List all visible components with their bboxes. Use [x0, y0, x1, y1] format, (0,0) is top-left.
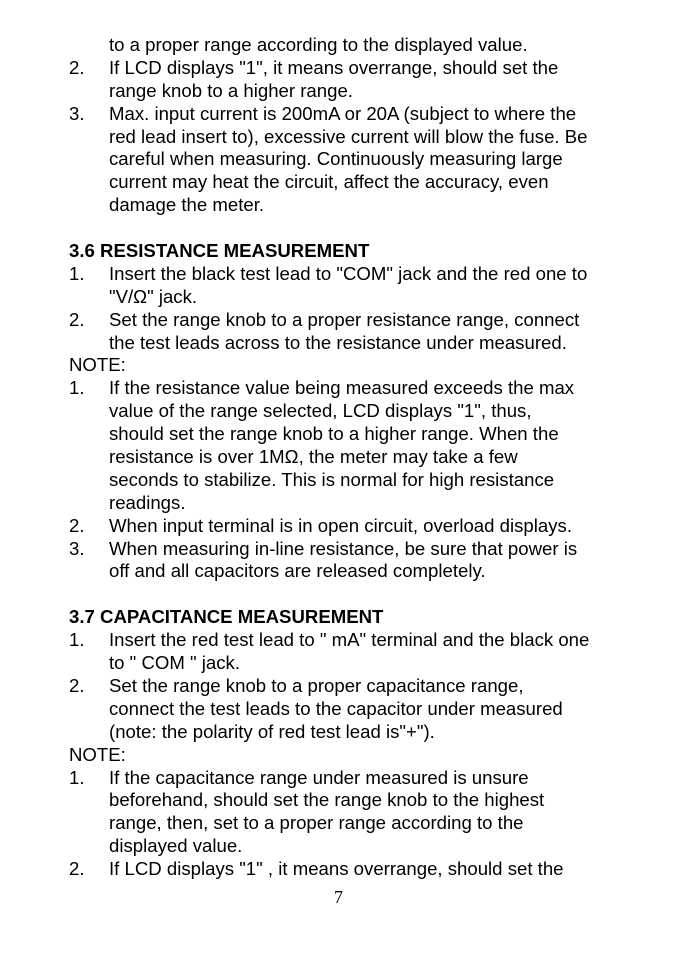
list-item-text: Set the range knob to a proper resistance range, connect	[109, 308, 580, 330]
list-item	[69, 57, 649, 103]
list-item	[69, 103, 649, 217]
note-item-text: resistance is over 1MΩ, the meter may take a few	[109, 446, 518, 468]
paragraph-gap	[69, 583, 649, 606]
list-number: 1.	[69, 766, 85, 788]
list-number: 3.	[69, 537, 85, 559]
manual-page-body	[69, 34, 649, 881]
list-item	[69, 629, 649, 675]
list-item-text: careful when measuring. Continuously measuring large	[109, 148, 563, 170]
note-item-text: beforehand, should set the range knob to the highest	[109, 789, 545, 811]
list-number: 1.	[69, 377, 85, 399]
note-item	[69, 377, 649, 514]
list-item-text: damage the meter.	[109, 194, 265, 216]
list-number: 2.	[69, 308, 85, 330]
paragraph-gap	[69, 217, 649, 240]
note-item-text: readings.	[109, 491, 186, 513]
note-item	[69, 538, 649, 584]
continuation-line: to a proper range according to the displayed value.	[109, 34, 528, 55]
list-number: 2.	[69, 56, 85, 78]
note-label: NOTE:	[69, 743, 126, 765]
list-number: 1.	[69, 262, 85, 284]
note-item-text: If LCD displays "1" , it means overrange, should set the	[109, 858, 564, 880]
section-heading-capacitance: 3.7 CAPACITANCE MEASUREMENT	[69, 606, 384, 628]
note-item	[69, 767, 649, 859]
note-item-text: If the capacitance range under measured is unsure	[109, 766, 529, 788]
list-item-text: Max. input current is 200mA or 20A (subject to where the	[109, 102, 577, 124]
note-item-text: should set the range knob to a higher range. When the	[109, 423, 559, 445]
list-number: 2.	[69, 858, 85, 880]
list-item-text: If LCD displays "1", it means overrange, should set the	[109, 56, 559, 78]
note-item-text: off and all capacitors are released completely.	[109, 560, 486, 582]
list-number: 2.	[69, 674, 85, 696]
list-item-text: connect the test leads to the capacitor under measured	[109, 697, 563, 719]
list-number: 3.	[69, 102, 85, 124]
note-item-text: displayed value.	[109, 835, 243, 857]
section-heading-resistance: 3.6 RESISTANCE MEASUREMENT	[69, 240, 370, 262]
list-item-text: range knob to a higher range.	[109, 79, 353, 101]
list-item-text: red lead insert to), excessive current will blow the fuse. Be	[109, 125, 588, 147]
note-item-text: range, then, set to a proper range according to the	[109, 812, 524, 834]
list-item-text: the test leads across to the resistance under measured.	[109, 331, 567, 353]
note-item-text: value of the range selected, LCD displays "1", thus,	[109, 400, 532, 422]
note-item-text: When measuring in-line resistance, be sure that power is	[109, 537, 578, 559]
list-item-text: "V/Ω" jack.	[109, 285, 198, 307]
note-item-text: If the resistance value being measured exceeds the max	[109, 377, 575, 399]
page-number: 7	[334, 887, 343, 907]
list-item-text: to " COM " jack.	[109, 652, 240, 674]
note-item	[69, 858, 649, 881]
list-item	[69, 675, 649, 744]
list-item-text: Set the range knob to a proper capacitance range,	[109, 674, 524, 696]
note-item-text: When input terminal is in open circuit, overload displays.	[109, 514, 573, 536]
list-item-text: Insert the black test lead to "COM" jack and the red one to	[109, 262, 588, 284]
list-number: 2.	[69, 514, 85, 536]
list-item	[69, 309, 649, 355]
list-item-text: current may heat the circuit, affect the accuracy, even	[109, 171, 549, 193]
note-label: NOTE:	[69, 354, 126, 376]
note-item	[69, 515, 649, 538]
list-item	[69, 263, 649, 309]
note-item-text: seconds to stabilize. This is normal for high resistance	[109, 468, 555, 490]
list-item-text: (note: the polarity of red test lead is"+").	[109, 720, 435, 742]
list-number: 1.	[69, 629, 85, 651]
list-item-text: Insert the red test lead to " mA" terminal and the black one	[109, 629, 590, 651]
